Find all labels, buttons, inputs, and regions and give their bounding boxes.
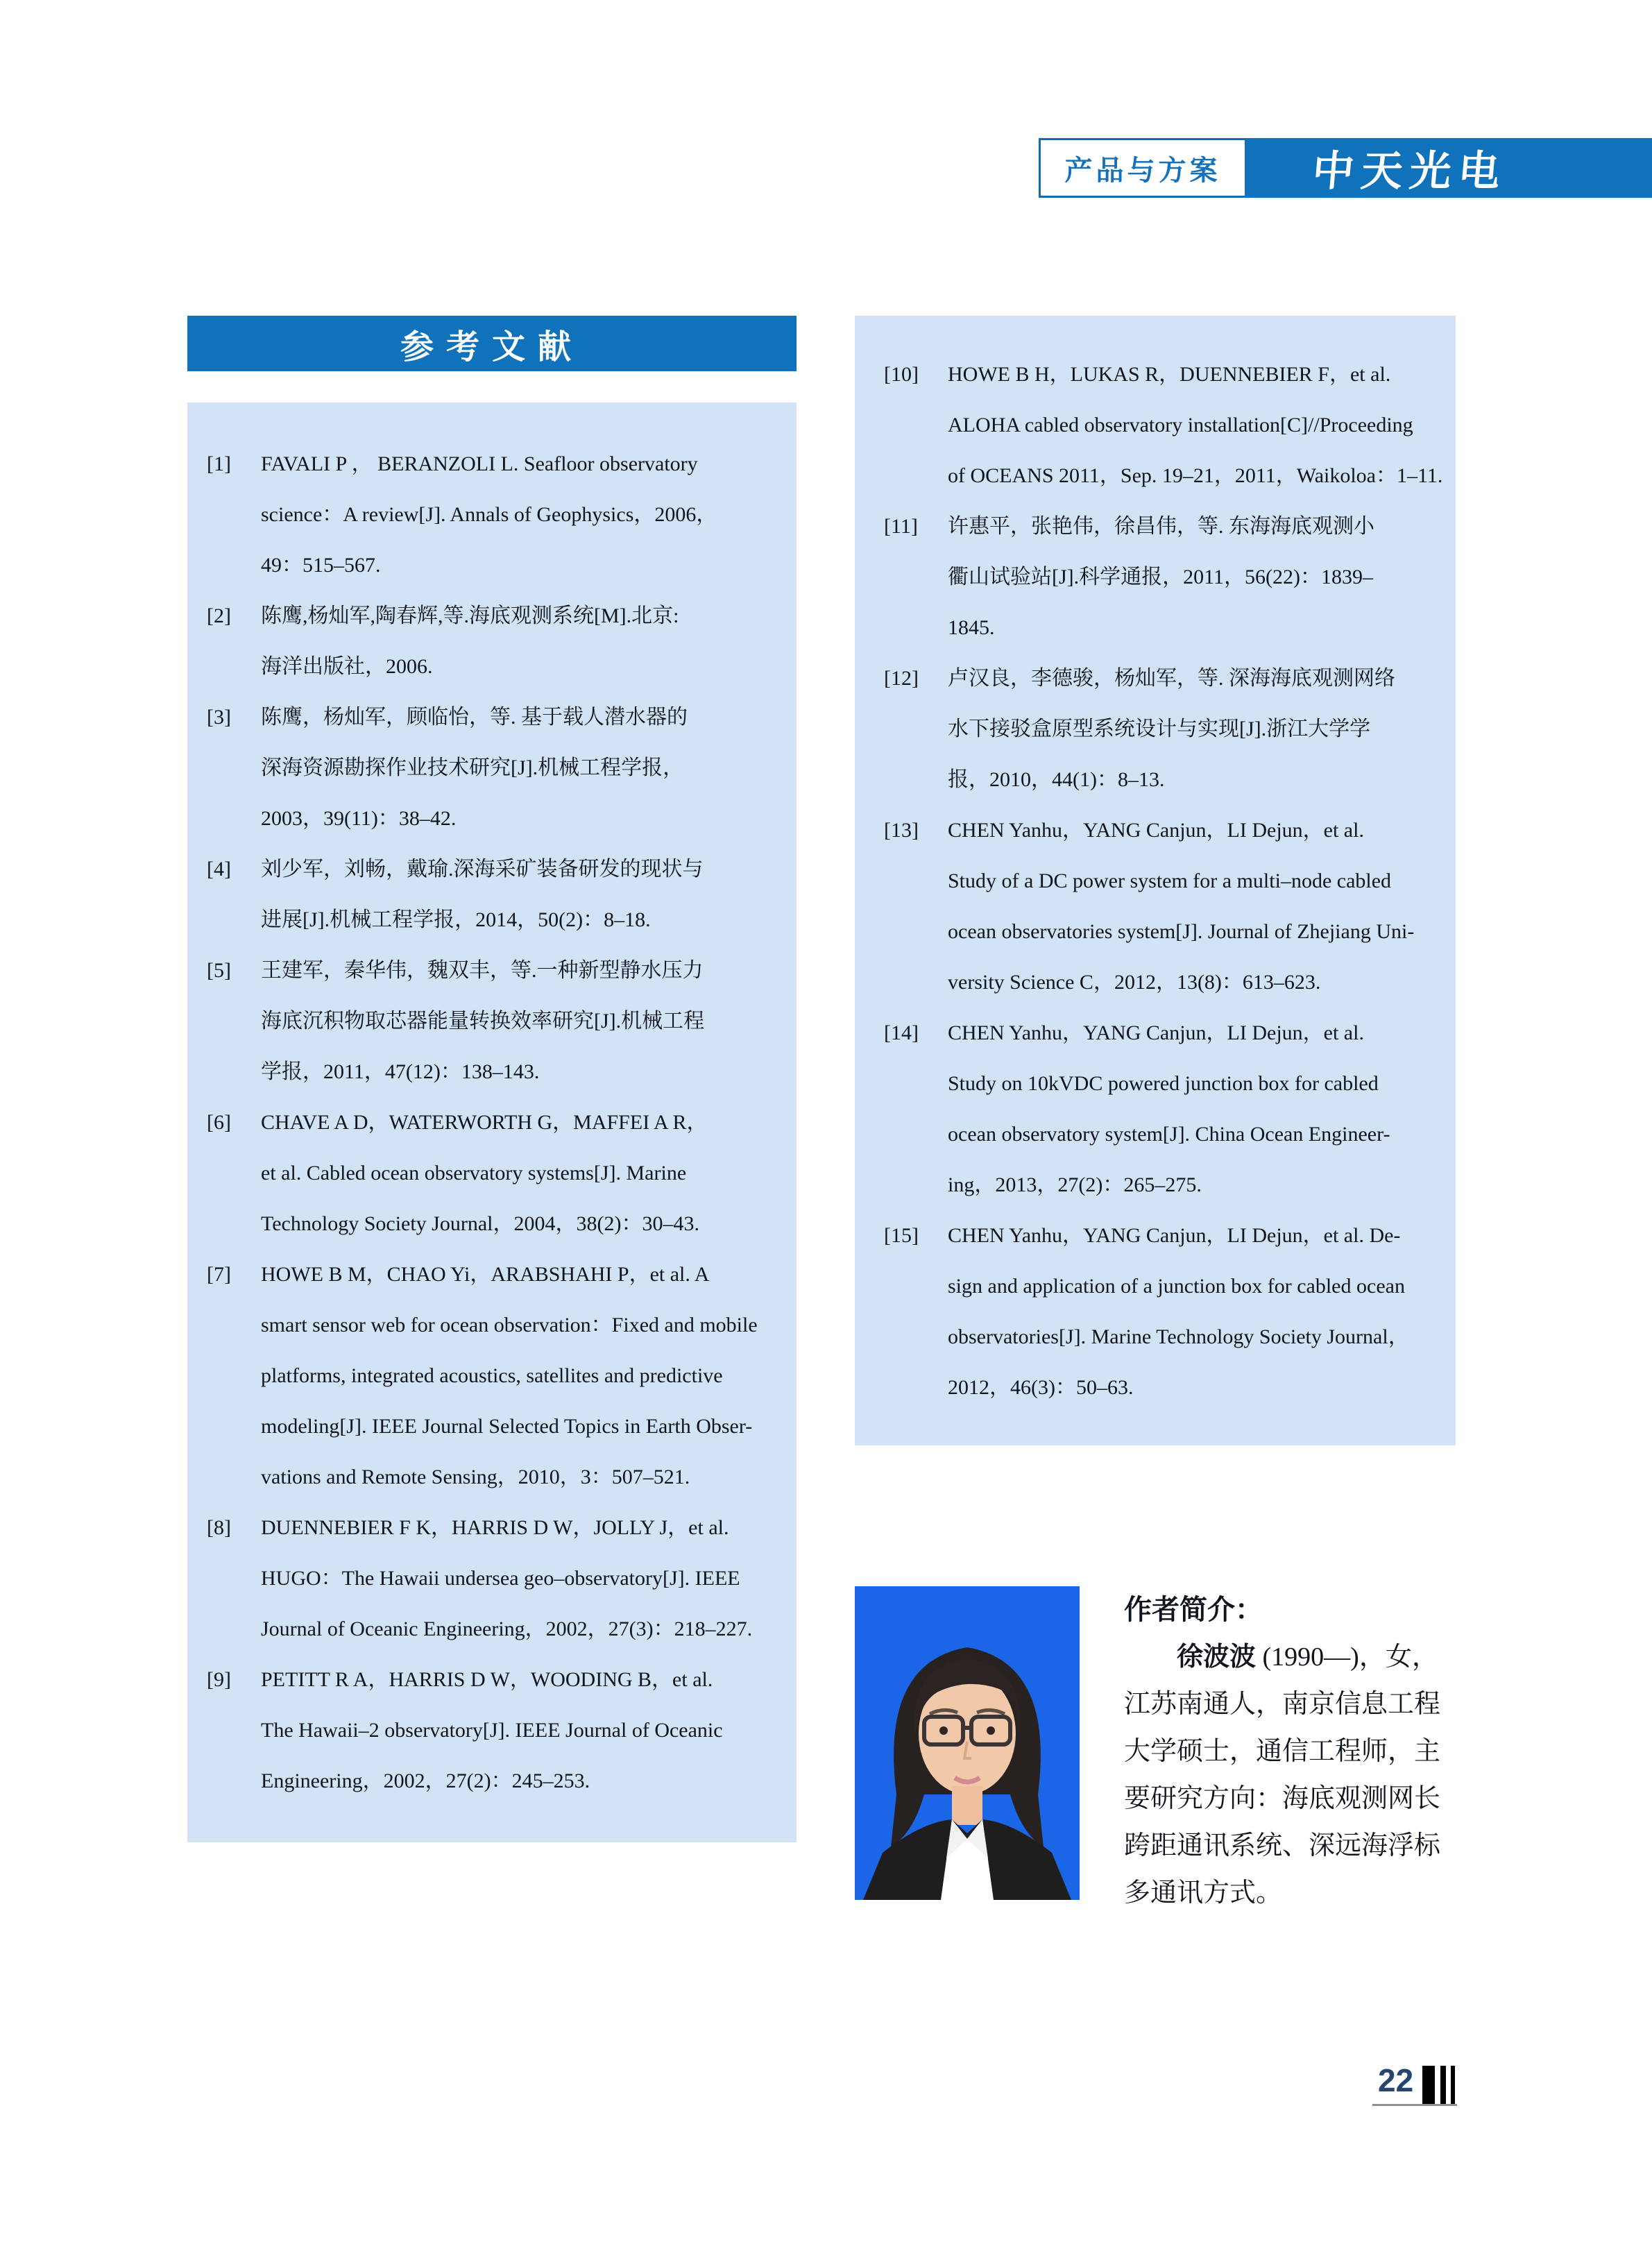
reference-item — [207, 439, 780, 591]
reference-line: Study on 10kVDC powered junction box for cabled — [948, 1072, 1379, 1095]
reference-body — [948, 349, 1442, 501]
header-bar — [1247, 138, 1652, 198]
references-panel-right — [855, 316, 1456, 1445]
reference-number: [5] — [207, 959, 231, 982]
reference-item — [884, 501, 1442, 653]
reference-item — [884, 349, 1442, 501]
reference-line: versity Science C，2012，13(8)：613–623. — [948, 971, 1321, 994]
reference-number: [3] — [207, 706, 231, 729]
reference-line: et al. Cabled ocean observatory systems[J]. Marine — [261, 1162, 687, 1184]
reference-line: Engineering，2002，27(2)：245–253. — [261, 1769, 590, 1792]
reference-item — [207, 1502, 780, 1654]
reference-item — [884, 1008, 1442, 1210]
author-name: 徐波波 — [1177, 1642, 1257, 1672]
reference-line: 学报，2011，47(12)：138–143. — [261, 1060, 540, 1083]
reference-line: ALOHA cabled observatory installation[C]//Proceeding — [948, 414, 1413, 436]
author-bio-line: 多通讯方式。 — [1124, 1878, 1283, 1908]
reference-number: [8] — [207, 1516, 231, 1539]
author-bio-line: 跨距通讯系统、深远海浮标 — [1124, 1831, 1441, 1860]
barcode-bar — [1422, 2066, 1435, 2105]
reference-item — [207, 692, 780, 844]
references-heading-box — [187, 316, 797, 371]
reference-number: [10] — [884, 363, 919, 386]
reference-body — [948, 1008, 1442, 1210]
references-heading: 参考文献 — [400, 328, 584, 366]
reference-body — [948, 653, 1442, 805]
references-panel-left — [187, 402, 797, 1842]
section-label-box — [1039, 138, 1247, 198]
reference-line: 海底沉积物取芯器能量转换效率研究[J].机械工程 — [261, 1010, 705, 1033]
reference-line: CHAVE A D，WATERWORTH G，MAFFEI A R， — [261, 1111, 708, 1134]
reference-item — [884, 805, 1442, 1008]
reference-line: 刘少军，刘畅，戴瑜.深海采矿装备研发的现状与 — [261, 858, 704, 881]
reference-line: sign and application of a junction box for cabled ocean — [948, 1275, 1405, 1298]
barcode-bar — [1451, 2066, 1455, 2105]
reference-line: ing，2013，27(2)：265–275. — [948, 1173, 1202, 1196]
footer-rule — [1372, 2104, 1457, 2106]
reference-line: Journal of Oceanic Engineering，2002，27(3)：218–227. — [261, 1617, 753, 1640]
reference-line: Technology Society Journal，2004，38(2)：30–43. — [261, 1212, 699, 1235]
reference-body — [261, 1249, 780, 1502]
reference-body — [948, 501, 1442, 653]
reference-line: observatories[J]. Marine Technology Society Journal， — [948, 1325, 1409, 1348]
author-bio-heading: 作者简介： — [1124, 1594, 1263, 1625]
reference-line: PETITT R A，HARRIS D W，WOODING B，et al. — [261, 1668, 713, 1691]
reference-item — [207, 945, 780, 1097]
reference-line: smart sensor web for ocean observation：Fixed and mobile — [261, 1314, 758, 1336]
reference-item — [884, 1210, 1442, 1413]
reference-line: 2003，39(11)：38–42. — [261, 807, 457, 830]
reference-body — [261, 1502, 780, 1654]
author-bio-line: 大学硕士，通信工程师，主 — [1124, 1737, 1441, 1766]
reference-body — [261, 1654, 780, 1806]
reference-number: [2] — [207, 604, 231, 627]
reference-line: CHEN Yanhu，YANG Canjun，LI Dejun，et al. — [948, 1021, 1364, 1044]
reference-item — [207, 1097, 780, 1249]
reference-line: 陈鹰,杨灿军,陶春辉,等.海底观测系统[M].北京: — [261, 604, 679, 627]
reference-body — [261, 1097, 780, 1249]
reference-line: CHEN Yanhu，YANG Canjun，LI Dejun，et al. — [948, 819, 1364, 842]
reference-number: [13] — [884, 819, 919, 842]
reference-line: FAVALI P ， BERANZOLI L. Seafloor observatory — [261, 452, 698, 475]
reference-body — [261, 591, 780, 692]
reference-line: 卢汉良，李德骏，杨灿军，等. 深海海底观测网络 — [948, 667, 1395, 690]
reference-number: [14] — [884, 1021, 919, 1044]
reference-line: of OCEANS 2011，Sep. 19–21，2011，Waikoloa：1–11. — [948, 464, 1443, 487]
author-bio-lines — [1124, 1681, 1461, 1917]
reference-line: 49：515–567. — [261, 554, 381, 577]
reference-line: 2012，46(3)：50–63. — [948, 1376, 1134, 1399]
section-label: 产品与方案 — [1064, 155, 1221, 186]
reference-number: [6] — [207, 1111, 231, 1134]
author-name-suffix: (1990—)，女， — [1256, 1642, 1438, 1672]
reference-number: [11] — [884, 515, 918, 538]
reference-body — [261, 692, 780, 844]
reference-line: The Hawaii–2 observatory[J]. IEEE Journal of Oceanic — [261, 1719, 723, 1742]
reference-line: DUENNEBIER F K，HARRIS D W，JOLLY J，et al. — [261, 1516, 729, 1539]
reference-item — [207, 591, 780, 692]
author-bio-line: 江苏南通人，南京信息工程 — [1124, 1690, 1441, 1719]
reference-item — [207, 1249, 780, 1502]
reference-line: 深海资源勘探作业技术研究[J].机械工程学报， — [261, 756, 684, 779]
reference-number: [15] — [884, 1224, 919, 1247]
page-footer — [1372, 2062, 1457, 2106]
author-photo — [855, 1586, 1080, 1900]
reference-line: HOWE B M，CHAO Yi，ARABSHAHI P，et al. A — [261, 1263, 710, 1286]
reference-item — [207, 844, 780, 945]
author-bio-line: 要研究方向：海底观测网长 — [1124, 1784, 1441, 1813]
reference-line: HUGO：The Hawaii undersea geo–observatory[J]. IEEE — [261, 1567, 740, 1590]
reference-number: [9] — [207, 1668, 231, 1691]
author-name-line — [1124, 1633, 1461, 1681]
reference-line: 报，2010，44(1)：8–13. — [948, 768, 1165, 791]
reference-number: [12] — [884, 667, 919, 690]
reference-line: 衢山试验站[J].科学通报，2011，56(22)：1839– — [948, 566, 1374, 588]
reference-line: ocean observatory system[J]. China Ocean Engineer- — [948, 1123, 1390, 1146]
reference-body — [261, 844, 780, 945]
reference-number: [4] — [207, 858, 231, 881]
brand-logo: 中天光电 — [1310, 147, 1509, 196]
reference-line: 1845. — [948, 616, 995, 639]
reference-line: HOWE B H，LUKAS R，DUENNEBIER F，et al. — [948, 363, 1391, 386]
reference-line: vations and Remote Sensing，2010，3：507–521. — [261, 1466, 690, 1488]
reference-body — [261, 439, 780, 591]
reference-number: [7] — [207, 1263, 231, 1286]
page-number: 22 — [1378, 2062, 1414, 2098]
reference-line: Study of a DC power system for a multi–node cabled — [948, 869, 1392, 892]
reference-number: [1] — [207, 452, 231, 475]
page-header — [1039, 138, 1652, 198]
reference-body — [948, 805, 1442, 1008]
barcode-bar — [1440, 2066, 1446, 2105]
reference-item — [207, 1654, 780, 1806]
reference-line: 许惠平，张艳伟，徐昌伟，等. 东海海底观测小 — [948, 515, 1374, 538]
reference-line: ocean observatories system[J]. Journal of Zhejiang Uni- — [948, 920, 1415, 943]
reference-line: 水下接驳盒原型系统设计与实现[J].浙江大学学 — [948, 717, 1371, 740]
reference-line: CHEN Yanhu，YANG Canjun，LI Dejun，et al. De- — [948, 1224, 1401, 1247]
reference-line: science：A review[J]. Annals of Geophysics，2006， — [261, 503, 717, 526]
reference-body — [948, 1210, 1442, 1413]
reference-line: 进展[J].机械工程学报，2014，50(2)：8–18. — [261, 908, 651, 931]
reference-body — [261, 945, 780, 1097]
reference-line: 海洋出版社，2006. — [261, 655, 433, 678]
reference-line: 陈鹰，杨灿军，顾临怡，等. 基于载人潜水器的 — [261, 706, 688, 729]
reference-line: modeling[J]. IEEE Journal Selected Topics in Earth Obser- — [261, 1415, 753, 1438]
reference-line: platforms, integrated acoustics, satellites and predictive — [261, 1364, 723, 1387]
reference-line: 王建军，秦华伟，魏双丰，等.一种新型静水压力 — [261, 959, 704, 982]
reference-item — [884, 653, 1442, 805]
author-bio — [1124, 1586, 1461, 1917]
